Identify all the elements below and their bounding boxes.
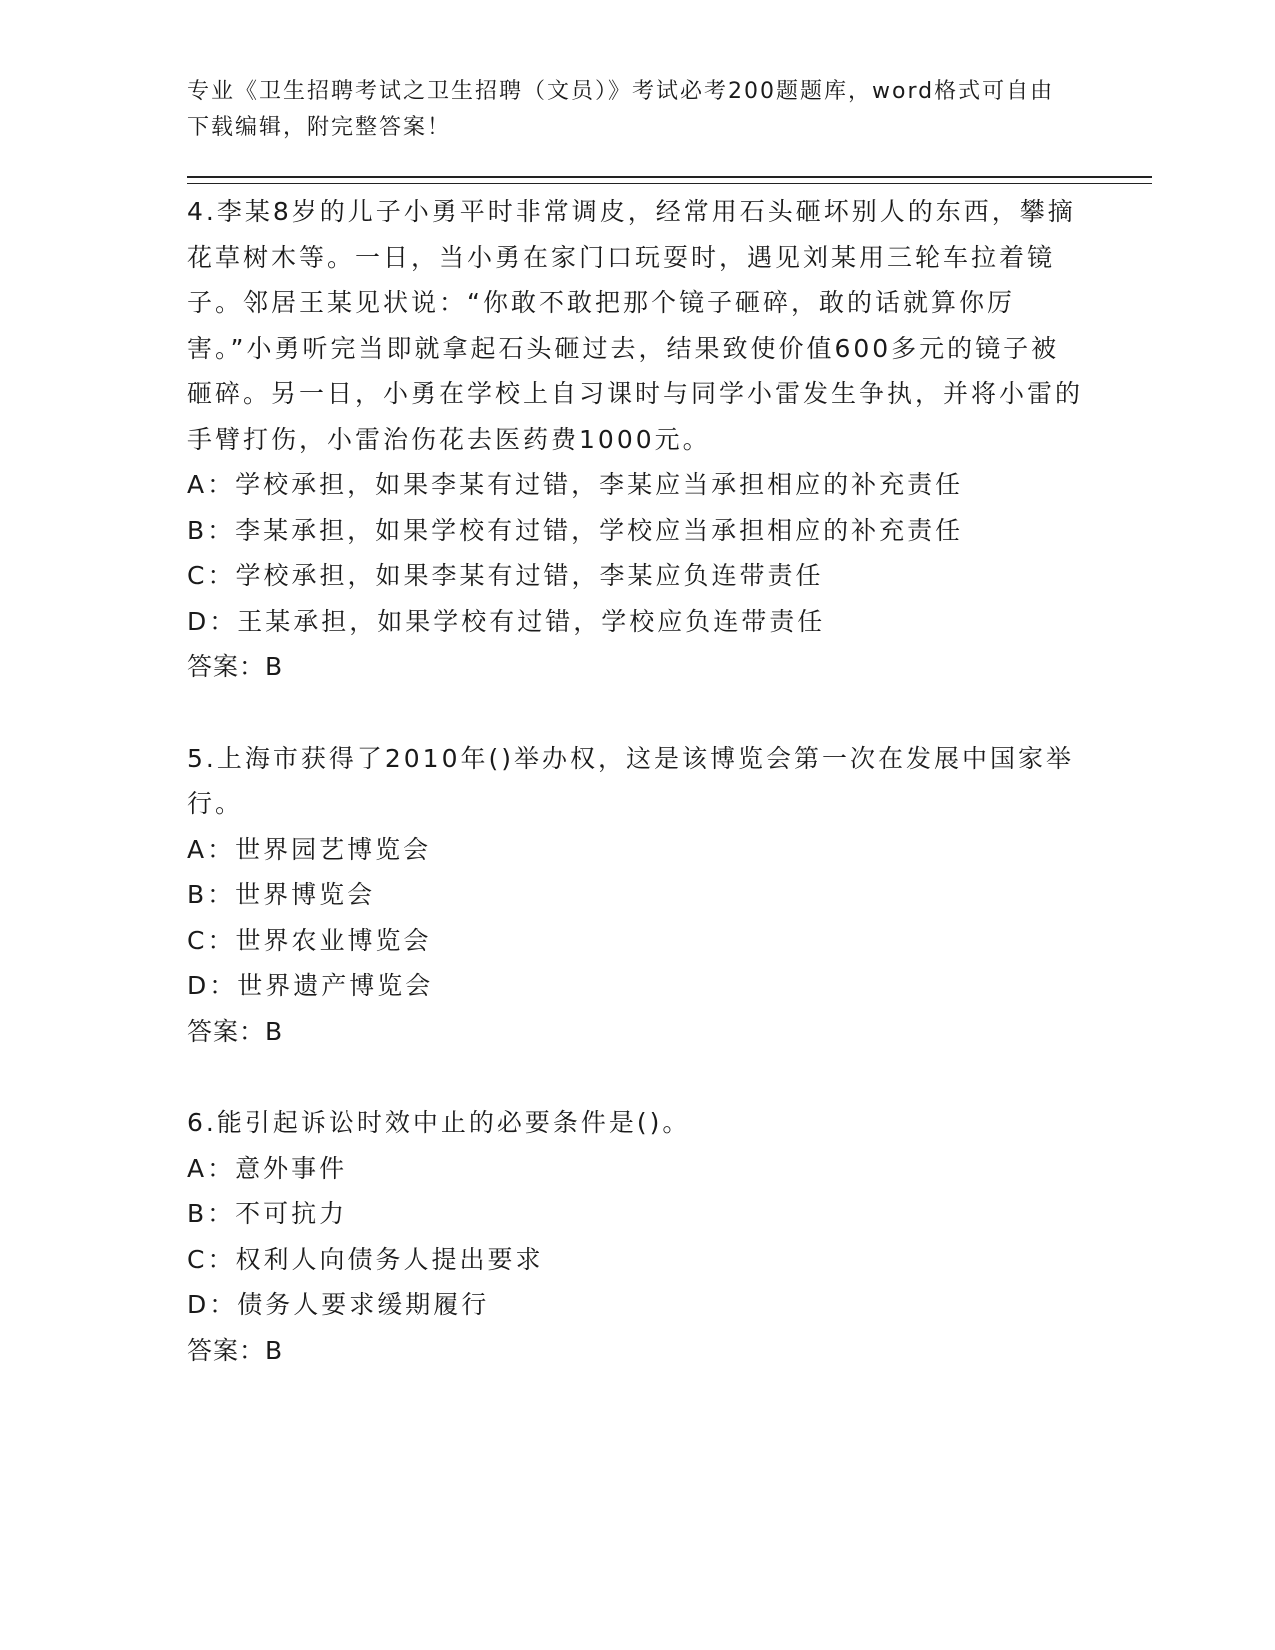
option-a: A：意外事件 xyxy=(187,1153,348,1183)
option-d: D：世界遗产博览会 xyxy=(187,971,434,1000)
option-c: C：学校承担，如果李某有过错，李某应负连带责任 xyxy=(187,561,824,590)
question-stem: 5.上海市获得了2010年()举办权，这是该博览会第一次在发展中国家举行。 xyxy=(187,743,1074,818)
option-b: B：李某承担，如果学校有过错，学校应当承担相应的补充责任 xyxy=(187,515,964,545)
option-d: D：债务人要求缓期履行 xyxy=(187,1290,490,1319)
option-c: C：世界农业博览会 xyxy=(187,925,432,955)
option-b: B：不可抗力 xyxy=(187,1199,348,1228)
question-stem: 6.能引起诉讼时效中止的必要条件是()。 xyxy=(187,1108,691,1137)
answer-line: 答案：B xyxy=(187,1335,284,1365)
answer-line: 答案：B xyxy=(187,652,284,681)
question-4 xyxy=(187,189,1087,690)
question-list xyxy=(187,189,1087,1419)
header-rule-thin xyxy=(187,183,1152,184)
question-stem: 4.李某8岁的儿子小勇平时非常调皮，经常用石头砸坏别人的东西，攀摘花草树木等。一日，当小勇在家门口玩耍时，遇见刘某用三轮车拉着镜子。邻居王某见状说：“你敢不敢把那个镜子砸碎，敢的话就算你厉害。”小勇听完当即就拿起石头砸过去，结果致使价值600多元的镜子被砸碎。另一日，小勇在学校上自习课时与同学小雷发生争执，并将小雷的手臂打伤，小雷治伤花去医药费1000元。 xyxy=(187,197,1084,454)
document-header: 专业《卫生招聘考试之卫生招聘（文员）》考试必考200题题库，word格式可自由下载编辑，附完整答案！ xyxy=(187,79,1055,140)
option-a: A：世界园艺博览会 xyxy=(187,834,432,864)
question-6 xyxy=(187,1100,1087,1373)
option-b: B：世界博览会 xyxy=(187,880,376,909)
question-5 xyxy=(187,736,1087,1055)
option-c: C：权利人向债务人提出要求 xyxy=(187,1244,544,1274)
option-d: D：王某承担，如果学校有过错，学校应负连带责任 xyxy=(187,606,826,636)
option-a: A：学校承担，如果李某有过错，李某应当承担相应的补充责任 xyxy=(187,470,964,499)
header-rule-thick xyxy=(187,176,1152,178)
answer-line: 答案：B xyxy=(187,1016,284,1046)
